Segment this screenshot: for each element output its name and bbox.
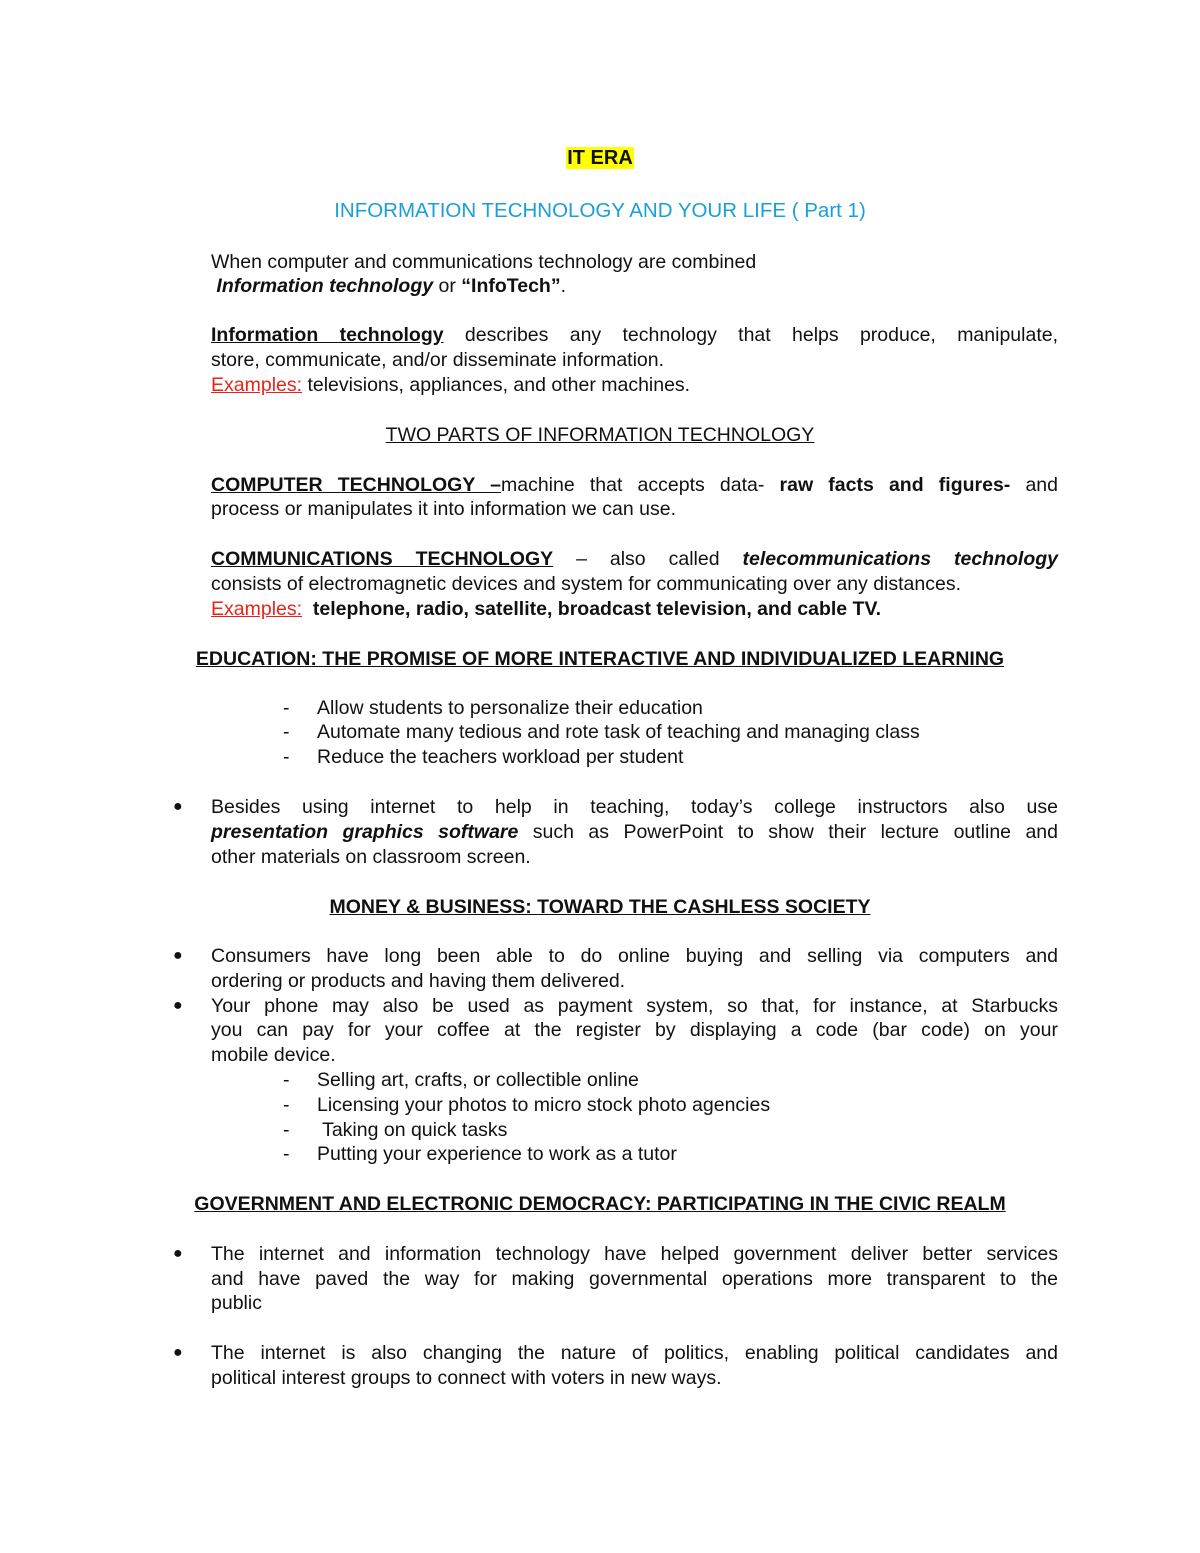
computer-tech-term: COMPUTER TECHNOLOGY – bbox=[211, 474, 501, 496]
education-bullet-line-2 bbox=[211, 820, 1058, 844]
education-bullet-line-1: Besides using internet to help in teaching, today’s college instructors also use bbox=[211, 796, 1058, 818]
intro-term: Information technology bbox=[216, 275, 434, 297]
government-bullet-2-line-1: The internet is also changing the nature of politics, enabling political candidates and bbox=[211, 1342, 1058, 1364]
definition-examples bbox=[211, 373, 1058, 397]
education-dash-item-3: Reduce the teachers workload per student bbox=[317, 746, 684, 768]
dash-marker: - bbox=[283, 1143, 290, 1165]
definition-term: Information technology bbox=[211, 324, 444, 346]
bullet-marker: ● bbox=[173, 1344, 183, 1361]
intro-or: or bbox=[433, 275, 462, 297]
bullet-marker: ● bbox=[173, 1245, 183, 1262]
money-heading: MONEY & BUSINESS: TOWARD THE CASHLESS SOCIETY bbox=[329, 896, 871, 918]
two-parts-heading-line bbox=[0, 423, 1200, 447]
definition-line-2: store, communicate, and/or disseminate information. bbox=[211, 349, 665, 371]
government-heading: GOVERNMENT AND ELECTRONIC DEMOCRACY: PARTICIPATING IN THE CIVIC REALM bbox=[194, 1193, 1006, 1215]
money-bullet-2-line-1: Your phone may also be used as payment system, so that, for instance, at Starbucks bbox=[211, 995, 1058, 1017]
computer-tech-text1: machine that accepts data- bbox=[500, 474, 780, 496]
computer-tech-bold: raw facts and figures- bbox=[779, 474, 1011, 496]
page-subtitle: INFORMATION TECHNOLOGY AND YOUR LIFE ( Part 1) bbox=[334, 199, 866, 222]
dash-marker: - bbox=[283, 1119, 290, 1141]
dash-marker: - bbox=[283, 697, 290, 719]
comm-tech-line-1 bbox=[211, 547, 1058, 571]
education-heading-line bbox=[0, 647, 1200, 671]
bullet-marker: ● bbox=[173, 947, 183, 964]
dash-marker: - bbox=[283, 746, 290, 768]
comm-tech-term: COMMUNICATIONS TECHNOLOGY bbox=[211, 548, 554, 570]
education-heading: EDUCATION: THE PROMISE OF MORE INTERACTIVE AND INDIVIDUALIZED LEARNING bbox=[195, 648, 1005, 670]
money-heading-line bbox=[0, 895, 1200, 919]
computer-tech-line-1 bbox=[211, 473, 1058, 497]
comm-examples-label: Examples: bbox=[211, 598, 303, 620]
intro-infotech: “InfoTech” bbox=[461, 275, 561, 297]
government-bullet-1-line-3: public bbox=[211, 1292, 262, 1314]
money-dash-item-3: Taking on quick tasks bbox=[317, 1119, 508, 1141]
comm-examples-text: telephone, radio, satellite, broadcast television, and cable TV. bbox=[312, 598, 882, 620]
dash-marker: - bbox=[283, 1094, 290, 1116]
government-bullet-1-line-2: and have paved the way for making governmental operations more transparent to the bbox=[211, 1268, 1058, 1290]
education-bullet-bold-italic: presentation graphics software bbox=[211, 821, 519, 843]
money-dash-item-1: Selling art, crafts, or collectible online bbox=[317, 1069, 639, 1091]
education-dash-item-1: Allow students to personalize their education bbox=[317, 697, 703, 719]
definition-line-1 bbox=[211, 323, 1058, 347]
money-dash-item-2: Licensing your photos to micro stock photo agencies bbox=[317, 1094, 771, 1116]
bullet-marker: ● bbox=[173, 997, 183, 1014]
comm-tech-examples bbox=[211, 597, 1058, 621]
government-bullet-2-line-2: political interest groups to connect with voters in new ways. bbox=[211, 1367, 722, 1389]
definition-rest: describes any technology that helps produce, manipulate, bbox=[443, 324, 1059, 346]
bullet-marker: ● bbox=[173, 798, 183, 815]
money-bullet-1-line-1: Consumers have long been able to do online buying and selling via computers and bbox=[211, 945, 1058, 967]
comm-tech-bold-italic: telecommunications technology bbox=[742, 548, 1058, 570]
computer-tech-text2: and bbox=[1010, 474, 1058, 496]
intro-line-1: When computer and communications technology are combined bbox=[211, 251, 757, 273]
title-line bbox=[0, 146, 1200, 170]
government-heading-line bbox=[0, 1192, 1200, 1216]
page-title: IT ERA bbox=[567, 147, 633, 169]
education-bullet-line-3: other materials on classroom screen. bbox=[211, 846, 531, 868]
education-bullet-line-2-rest: such as PowerPoint to show their lecture outline and bbox=[518, 821, 1058, 843]
comm-tech-line-2: consists of electromagnetic devices and system for communicating over any distances. bbox=[211, 573, 962, 595]
dash-marker: - bbox=[283, 1069, 290, 1091]
comm-tech-dash: – also called bbox=[553, 548, 743, 570]
money-dash-item-4: Putting your experience to work as a tutor bbox=[317, 1143, 677, 1165]
examples-text: televisions, appliances, and other machines. bbox=[302, 374, 691, 396]
computer-tech-line-2: process or manipulates it into information we can use. bbox=[211, 498, 676, 520]
intro-line-2 bbox=[211, 274, 1058, 298]
money-bullet-1-line-2: ordering or products and having them delivered. bbox=[211, 970, 626, 992]
dash-marker: - bbox=[283, 721, 290, 743]
intro-end: . bbox=[560, 275, 567, 297]
money-bullet-2-line-2: you can pay for your coffee at the register by displaying a code (bar code) on your bbox=[211, 1019, 1058, 1041]
money-bullet-2-line-3: mobile device. bbox=[211, 1044, 336, 1066]
two-parts-heading: TWO PARTS OF INFORMATION TECHNOLOGY bbox=[385, 424, 815, 446]
government-bullet-1-line-1: The internet and information technology have helped government deliver better services bbox=[211, 1243, 1058, 1265]
education-dash-item-2: Automate many tedious and rote task of teaching and managing class bbox=[317, 721, 920, 743]
examples-label: Examples: bbox=[211, 374, 303, 396]
